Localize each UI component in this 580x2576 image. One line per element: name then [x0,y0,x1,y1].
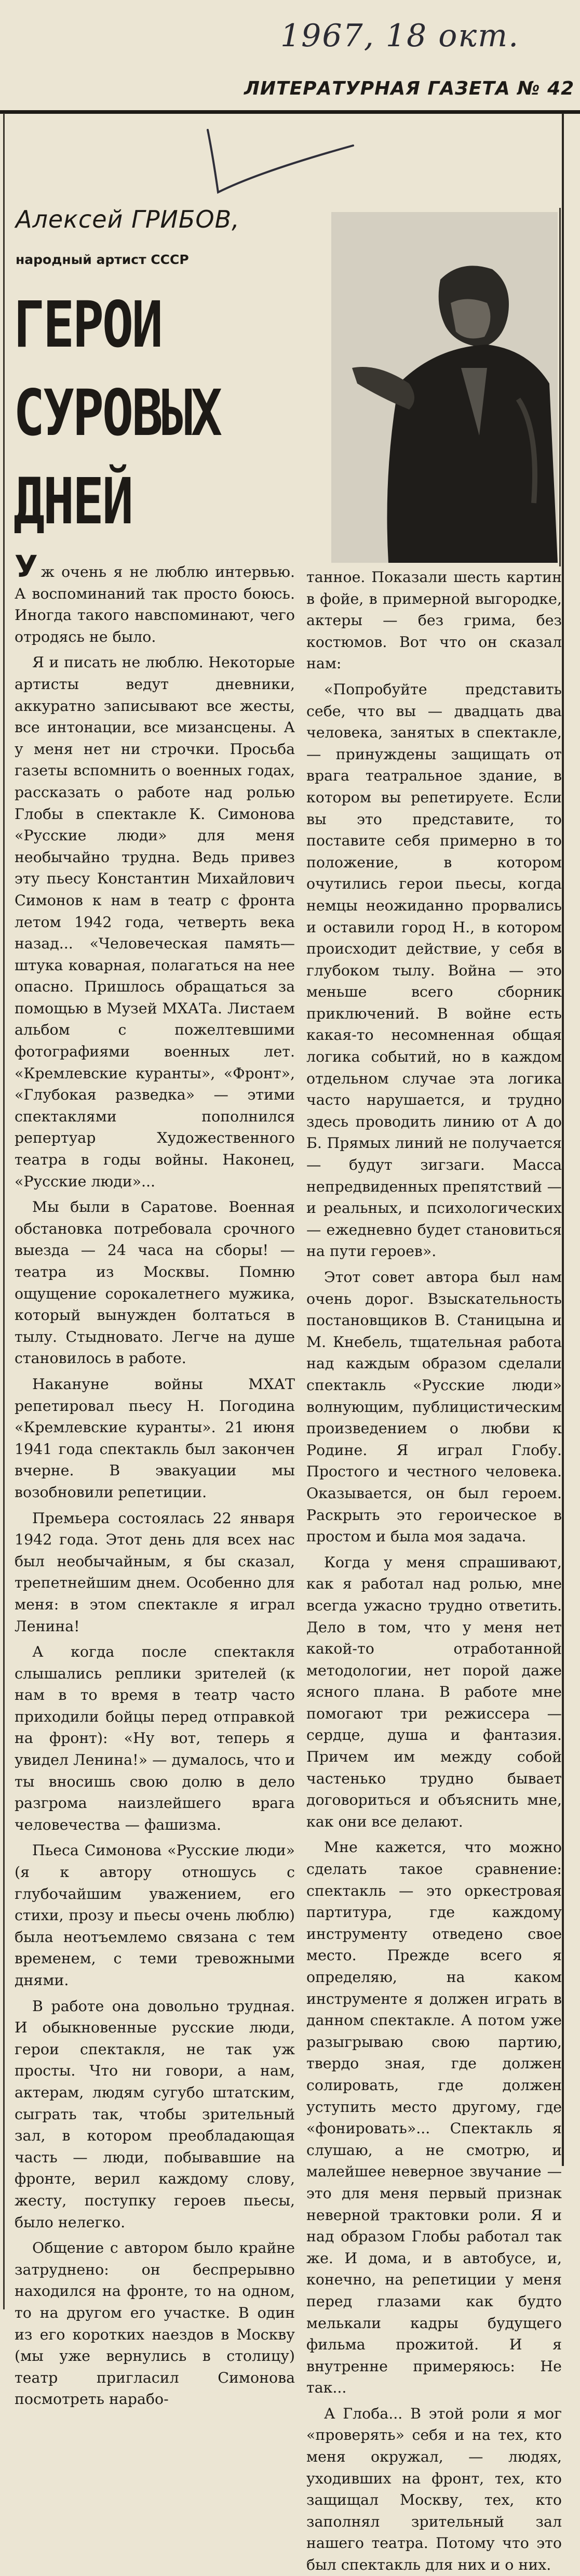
author-title: народный артист СССР [16,252,189,267]
headline-line-2: СУРОВЫХ [14,376,221,450]
handwritten-date: 1967, 18 окт. [280,18,520,54]
right-edge-rule [562,113,564,2166]
article-column-right [306,566,562,2576]
newspaper-masthead: ЛИТЕРАТУРНАЯ ГАЗЕТА № 42 [244,78,575,99]
lead-paragraph-text: ж очень я не люблю интервью. А воспоминаний так просто боюсь. Иногда такого навспоминают, чего отродясь не было. [15,563,295,645]
article-paragraph: А когда после спектакля слышались реплики зрителей (к нам в то время в театр часто приходили бойцы перед отправкой на фронт): «Ну вот, теперь я увидел Ленина!» — думалось, что и ты вносишь свою долю в дело разгрома наизлейшего врага человечества — фашизма. [15,1643,295,1833]
article-paragraph: Мне кажется, что можно сделать такое сравнение: спектакль — это оркестровая партитура, где каждому инструменту отведено свое место. Прежде всего я определяю, на каком инструменте я должен играть в данном спектакле. А потом уже разыгрываю свою партию, твердо зная, где должен солировать, где должен уступить место другому, где «фонировать»... Спектакль я слушаю, а не смотрю, и малейшее неверное звучание — это для меня первый признак неверной трактовки роли. Я и над образом Глобы работал так же. И дома, и в автобусе, и, конечно, на репетиции у меня перед глазами как будто мелькали кадры будущего фильма прожитой. И я внутренне примеряюсь: Не так... [306,1839,562,2397]
pen-check-mark [197,125,363,203]
headline-line-1: ГЕРОИ [14,288,161,362]
article-paragraph: Общение с автором было крайне затруднено: он беспрерывно находился на фронте, то на одном, то на другом его участке. В один из его коротких наездов в Москву (мы уже вернулись в столицу) театр пригласил Симонова посмотреть нарабо- [15,2239,295,2408]
article-paragraph: Я и писать не люблю. Некоторые артисты ведут дневники, аккуратно записывают все жесты, все интонации, все мизансцены. А у меня нет ни строчки. Просьба газеты вспомнить о военных годах, рассказать о работе над ролью Глобы в спектакле К. Симонова «Русские люди» для меня необычайно трудна. Ведь привез эту пьесу Константин Михайлович Симонов к нам в театр с фронта летом 1942 года, четверть века назад... «Человеческая память— штука коварная, полагаться на нее опасно. Пришлось обращаться за помощью в Музей МХАТа. Листаем альбом с пожелтевшими фотографиями военных лет. «Кремлевские куранты», «Фронт», «Глубокая разведка» — этими спектаклями пополнился репертуар Художественного театра в годы войны. Наконец, «Русские люди»... [15,654,295,1190]
article-column-left [15,549,295,2410]
article-paragraph: Накануне войны МХАТ репетировал пьесу Н. Погодина «Кремлевские куранты». 21 июня 1941 года спектакль был закончен вчерне. В эвакуации мы возобновили репетиции. [15,1375,295,1501]
headline-line-3: ДНЕЙ [14,465,132,538]
author-name: Алексей ГРИБОВ, [16,205,240,233]
article-paragraph: Премьера состоялась 22 января 1942 года. Этот день для всех нас был необычайным, я бы сказал, трепетнейшим днем. Особенно для меня: в этом спектакле я играл Ленина! [15,1509,295,1635]
lead-paragraph [15,549,295,648]
masthead-rule [0,110,580,114]
photo-frame-line [559,208,561,566]
drop-cap: У [15,549,38,584]
article-paragraph: Когда у меня спрашивают, как я работал над ролью, мне всегда ужасно трудно ответить. Дело в том, что у меня нет какой-то отработанной методологии, нет порой даже ясного плана. В работе мне помогают три режиссера — сердце, душа и фантазия. Причем им между собой частенько трудно бывает договориться и объяснить мне, как они все делают. [306,1553,562,1830]
article-paragraph: Этот совет автора был нам очень дорог. Взыскательность постановщиков В. Станицына и М. Кнебель, тщательная работа над каждым образом сделали спектакль «Русские люди» волнующим, публицистическим произведением о любви к Родине. Я играл Глобу. Простого и честного человека. Оказывается, он был героем. Раскрыть это героическое в простом и была моя задача. [306,1269,562,1545]
left-margin-rule [3,113,5,2309]
article-paragraph: «Попробуйте представить себе, что вы — двадцать два человека, занятых в спектакле,— принуждены защищать от врага театральное здание, в котором вы репетируете. Если вы это представите, то поставите себя примерно в то положение, в котором очутились герои пьесы, когда немцы неожиданно прорвались и оставили город Н., в котором происходит действие, у себя в глубоком тылу. Война — это меньше всего сборник приключений. В войне есть какая-то несомненная общая логика событий, но в каждом отдельном случае эта логика часто нарушается, и трудно здесь проводить линию от А до Б. Прямых линий не получается — будут зигзаги. Масса непредвиденных препятствий — и реальных, и психологических — ежедневно будет становиться на пути героев». [306,680,562,1260]
author-portrait-photo [331,212,558,563]
article-paragraph: танное. Показали шесть картин в фойе, в примерной выгородке, актеры — без грима, без костюмов. Вот что он сказал нам: [306,569,562,672]
article-paragraph: А Глоба... В этой роли я мог «проверять» себя и на тех, кто меня окружал, — людях, уходивших на фронт, тех, кто защищал Москву, тех, кто заполнял зрительный зал нашего театра. Потому что это был спектакль для них и о них. [306,2405,562,2574]
article-paragraph: Мы были в Саратове. Военная обстановка потребовала срочного выезда — 24 часа на сборы! — театра из Москвы. Помню ощущение сорокалетнего мужика, который вынужден болтаться в тылу. Стыдновато. Легче на душе становилось в работе. [15,1198,295,1367]
article-paragraph: В работе она довольно трудная. И обыкновенные русские люди, герои спектакля, не так уж просты. Что ни говори, а нам, актерам, людям сугубо штатским, сыграть так, чтобы зрительный зал, в котором преобладающая часть — люди, побывавшие на фронте, верил каждому слову, жесту, поступку героев пьесы, было нелегко. [15,1997,295,2231]
article-paragraph: Пьеса Симонова «Русские люди» (я к автору отношусь с глубочайшим уважением, его стихи, прозу и пьесы очень люблю) была неотъемлемо связана с тем временем, с теми тревожными днями. [15,1842,295,1989]
article-headline [14,281,252,546]
